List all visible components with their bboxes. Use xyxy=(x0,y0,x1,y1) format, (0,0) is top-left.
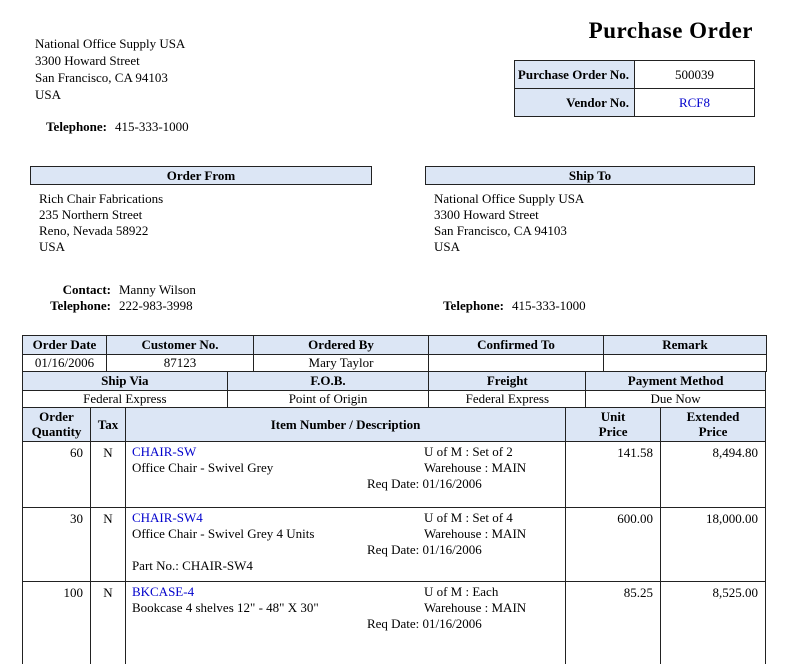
ship-to-telephone-row xyxy=(434,298,755,314)
header-extended-price: Extended Price xyxy=(661,408,766,442)
item-meta-block xyxy=(366,510,566,558)
vendor-number-link[interactable]: RCF8 xyxy=(678,94,711,110)
line-items-table xyxy=(22,407,766,664)
ship-to-address-line: 3300 Howard Street xyxy=(434,207,539,222)
company-address-line: USA xyxy=(35,87,62,102)
item-uom: U of M : Set of 4 xyxy=(423,510,513,525)
item-description-cell xyxy=(125,582,565,664)
vendor-number-label: Vendor No. xyxy=(515,89,635,117)
order-grid xyxy=(22,335,766,664)
fob-value: Point of Origin xyxy=(227,391,429,408)
ship-to-address-line: USA xyxy=(434,239,461,254)
vendor-address-line: Reno, Nevada 58922 xyxy=(39,223,149,238)
item-quantity: 30 xyxy=(23,508,91,582)
po-number-label: Purchase Order No. xyxy=(515,61,635,89)
company-address-block xyxy=(35,18,189,135)
po-info-table xyxy=(514,60,755,117)
item-meta-block xyxy=(366,584,566,632)
item-quantity: 100 xyxy=(23,582,91,664)
document-header xyxy=(0,0,788,135)
title-column xyxy=(514,18,755,135)
item-description: Office Chair - Swivel Grey xyxy=(131,460,274,475)
header-payment-method: Payment Method xyxy=(586,372,766,391)
contact-label: Contact: xyxy=(62,282,111,297)
header-unit-price: Unit Price xyxy=(566,408,661,442)
item-warehouse: Warehouse : MAIN xyxy=(423,460,527,475)
company-name: National Office Supply USA xyxy=(35,36,186,51)
item-req-date: Req Date: 01/16/2006 xyxy=(366,476,482,491)
item-warehouse: Warehouse : MAIN xyxy=(423,526,527,541)
customer-no-value: 87123 xyxy=(107,355,254,372)
po-number-value: 500039 xyxy=(635,61,755,89)
item-unit-price: 85.25 xyxy=(566,582,661,664)
item-extended-price: 18,000.00 xyxy=(661,508,766,582)
item-number-link[interactable]: CHAIR-SW xyxy=(131,444,197,459)
header-confirmed-to: Confirmed To xyxy=(429,336,604,355)
company-address-line: San Francisco, CA 94103 xyxy=(35,70,168,85)
item-extended-price: 8,525.00 xyxy=(661,582,766,664)
item-quantity: 60 xyxy=(23,442,91,508)
item-number-link[interactable]: CHAIR-SW4 xyxy=(131,510,203,525)
item-req-date: Req Date: 01/16/2006 xyxy=(366,542,482,557)
item-tax: N xyxy=(90,582,125,664)
telephone-label: Telephone: xyxy=(46,119,107,134)
header-tax: Tax xyxy=(90,408,125,442)
telephone-label: Telephone: xyxy=(443,298,504,313)
order-date-value: 01/16/2006 xyxy=(23,355,107,372)
item-uom: U of M : Set of 2 xyxy=(423,444,513,459)
item-description-cell xyxy=(125,442,565,508)
item-extended-price: 8,494.80 xyxy=(661,442,766,508)
ordered-by-value: Mary Taylor xyxy=(254,355,429,372)
page-title: Purchase Order xyxy=(588,18,753,43)
vendor-name: Rich Chair Fabrications xyxy=(39,191,164,206)
item-number-link[interactable]: BKCASE-4 xyxy=(131,584,195,599)
company-telephone-row xyxy=(35,118,189,135)
address-section xyxy=(0,166,788,314)
company-address-line: 3300 Howard Street xyxy=(35,53,140,68)
shipping-summary-table xyxy=(22,371,766,408)
item-part-no: Part No.: CHAIR-SW4 xyxy=(131,558,253,573)
ship-to-name: National Office Supply USA xyxy=(434,191,585,206)
ship-to-contact-row xyxy=(434,282,755,298)
confirmed-to-value xyxy=(429,355,604,372)
vendor-telephone-value: 222-983-3998 xyxy=(119,298,193,313)
header-order-date: Order Date xyxy=(23,336,107,355)
order-summary-table xyxy=(22,335,767,372)
header-customer-no: Customer No. xyxy=(107,336,254,355)
vendor-contact-row xyxy=(39,282,372,298)
line-item-row xyxy=(23,582,766,664)
item-unit-price: 600.00 xyxy=(566,508,661,582)
order-from-panel xyxy=(30,166,372,314)
item-unit-price: 141.58 xyxy=(566,442,661,508)
line-item-row xyxy=(23,508,766,582)
item-description: Office Chair - Swivel Grey 4 Units xyxy=(131,526,315,541)
company-telephone-value: 415-333-1000 xyxy=(115,119,189,134)
item-description-cell xyxy=(125,508,565,582)
vendor-address-line: 235 Northern Street xyxy=(39,207,143,222)
header-order-quantity: Order Quantity xyxy=(23,408,91,442)
payment-method-value: Due Now xyxy=(586,391,766,408)
ship-to-telephone-value: 415-333-1000 xyxy=(512,298,586,313)
freight-value: Federal Express xyxy=(429,391,586,408)
item-uom: U of M : Each xyxy=(423,584,499,599)
header-freight: Freight xyxy=(429,372,586,391)
item-req-date: Req Date: 01/16/2006 xyxy=(366,616,482,631)
telephone-label: Telephone: xyxy=(50,298,111,313)
remark-value xyxy=(604,355,767,372)
ship-via-value: Federal Express xyxy=(23,391,228,408)
item-meta-block xyxy=(366,444,566,492)
item-warehouse: Warehouse : MAIN xyxy=(423,600,527,615)
header-item-description: Item Number / Description xyxy=(125,408,565,442)
ship-to-panel xyxy=(425,166,755,314)
item-tax: N xyxy=(90,508,125,582)
header-ordered-by: Ordered By xyxy=(254,336,429,355)
item-tax: N xyxy=(90,442,125,508)
header-ship-via: Ship Via xyxy=(23,372,228,391)
item-description: Bookcase 4 shelves 12" - 48" X 30" xyxy=(131,600,319,615)
order-from-header: Order From xyxy=(30,166,372,185)
ship-to-address-line: San Francisco, CA 94103 xyxy=(434,223,567,238)
line-item-row xyxy=(23,442,766,508)
header-remark: Remark xyxy=(604,336,767,355)
vendor-address-line: USA xyxy=(39,239,66,254)
ship-to-header: Ship To xyxy=(425,166,755,185)
header-fob: F.O.B. xyxy=(227,372,429,391)
contact-value: Manny Wilson xyxy=(119,282,196,297)
vendor-telephone-row xyxy=(39,298,372,314)
